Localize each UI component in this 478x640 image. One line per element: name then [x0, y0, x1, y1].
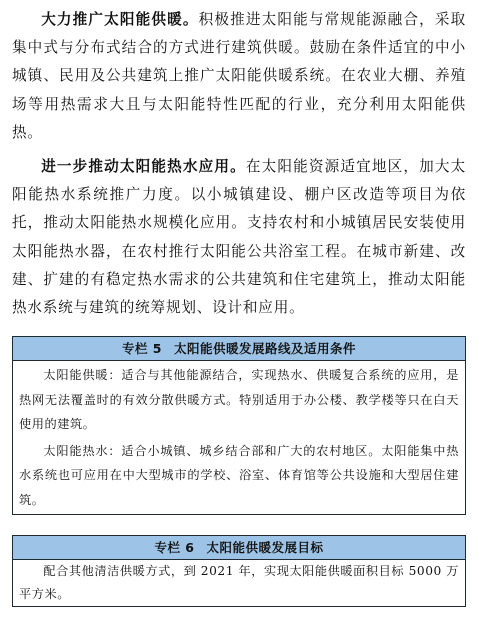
column-box-number: 专栏 6	[154, 540, 195, 556]
column-box-item: 太阳能热水：适合小城镇、城乡结合部和广大的农村地区。太阳能集中热水系统也可应用在中大型城市的学校、浴室、体育馆等公共设施和大型居住建筑。	[19, 443, 459, 507]
paragraph-solar-heating	[12, 6, 466, 147]
column-box-title: 太阳能供暖发展路线及适用条件	[174, 341, 357, 357]
column-box-header	[13, 337, 465, 361]
column-box-title: 太阳能供暖发展目标	[206, 540, 324, 556]
column-box-6	[12, 535, 466, 607]
paragraph-lead: 大力推广太阳能供暖。	[41, 11, 199, 28]
column-box-item: 太阳能供暖：适合与其他能源结合，实现热水、供暖复合系统的应用，是热网无法覆盖时的有效分散供暖方式。特别适用于办公楼、教学楼等只在白天使用的建筑。	[19, 368, 459, 432]
paragraph-text: 积极推进太阳能与常规能源融合，采取集中式与分布式结合的方式进行建筑供暖。鼓励在条件适宜的中小城镇、民用及公共建筑上推广太阳能供暖系统。在农业大棚、养殖场等用热需求大且与太阳能特性匹配的行业，充分利用太阳能供热。	[12, 11, 466, 141]
column-box-5	[12, 336, 466, 515]
column-box-body	[13, 361, 465, 514]
column-box-number: 专栏 5	[121, 341, 163, 357]
column-box-header	[13, 536, 465, 560]
paragraph-text: 在太阳能资源适宜地区，加大太阳能热水系统推广力度。以小城镇建设、棚户区改造等项目为依托，推动太阳能热水规模化应用。支持农村和小城镇居民安装使用太阳能热水器，在农村推行太阳能公共浴室工程。在城市新建、改建、扩建的有稳定热水需求的公共建筑和住宅建筑上，推动太阳能热水系统与建筑的统筹规划、设计和应用。	[12, 158, 467, 317]
paragraph-lead: 进一步推动太阳能热水应用。	[41, 158, 246, 176]
paragraph-solar-hot-water	[12, 153, 466, 322]
column-box-item: 配合其他清洁供暖方式，到 2021 年，实现太阳能供暖面积目标 5000 万平方米。	[19, 564, 459, 602]
column-box-body	[13, 560, 465, 606]
